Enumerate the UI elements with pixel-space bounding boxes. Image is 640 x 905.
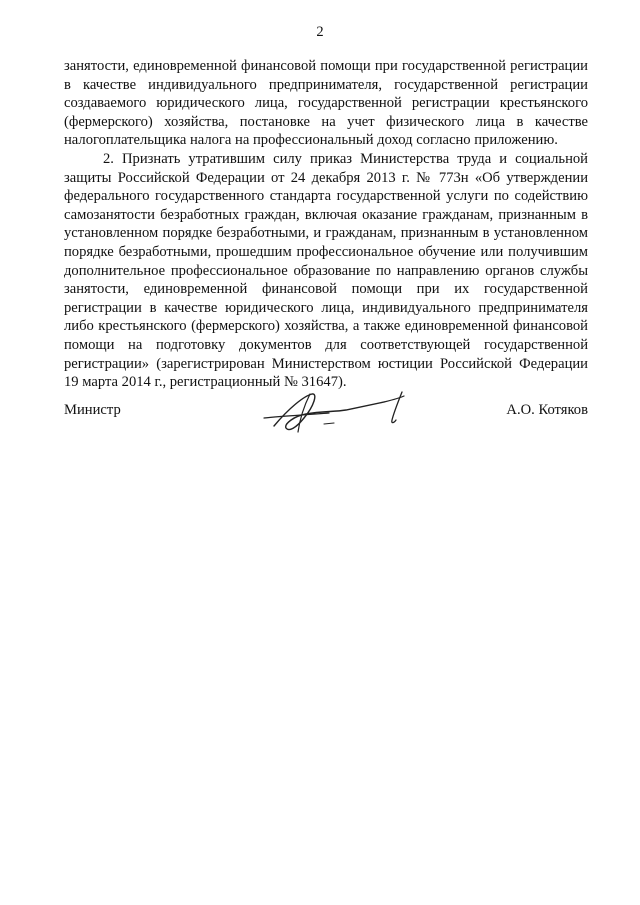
document-body [64,57,588,392]
signatory-title: Министр [64,402,121,418]
handwritten-signature [234,388,424,438]
paragraph-continuation: занятости, единовременной финансовой помощи при государственной регистрации в качестве индивидуального предпринимателя, государственной регистрации создаваемого юридического лица, государственной регистрации крестьянского (фермерского) хозяйства, постановке на учет физического лица в качестве налогоплательщика налога на профессиональный доход согласно приложению. [64,58,588,149]
signatory-name: А.О. Котяков [506,402,588,418]
signature-block [64,402,588,442]
paragraph-item-2: 2. Признать утратившим силу приказ Министерства труда и социальной защиты Российской Федерации от 24 декабря 2013 г. № 773н «Об утверждении федерального государственного стандарта государственной услуги по содействию самозанятости безработных граждан, включая оказание гражданам, признанным в установленном порядке безработными, и гражданам, признанным в установленном порядке безработными, прошедшим профессиональное обучение или получившим дополнительное профессиональное образование по направлению органов службы занятости, единовременной финансовой помощи при их государственной регистрации в качестве юридического лица, индивидуального предпринимателя либо крестьянского (фермерского) хозяйства, а также единовременной финансовой помощи на подготовку документов для соответствующей государственной регистрации» (зарегистрирован Министерством юстиции Российской Федерации 19 марта 2014 г., регистрационный № 31647). [64,150,588,391]
page-number: 2 [316,24,324,40]
